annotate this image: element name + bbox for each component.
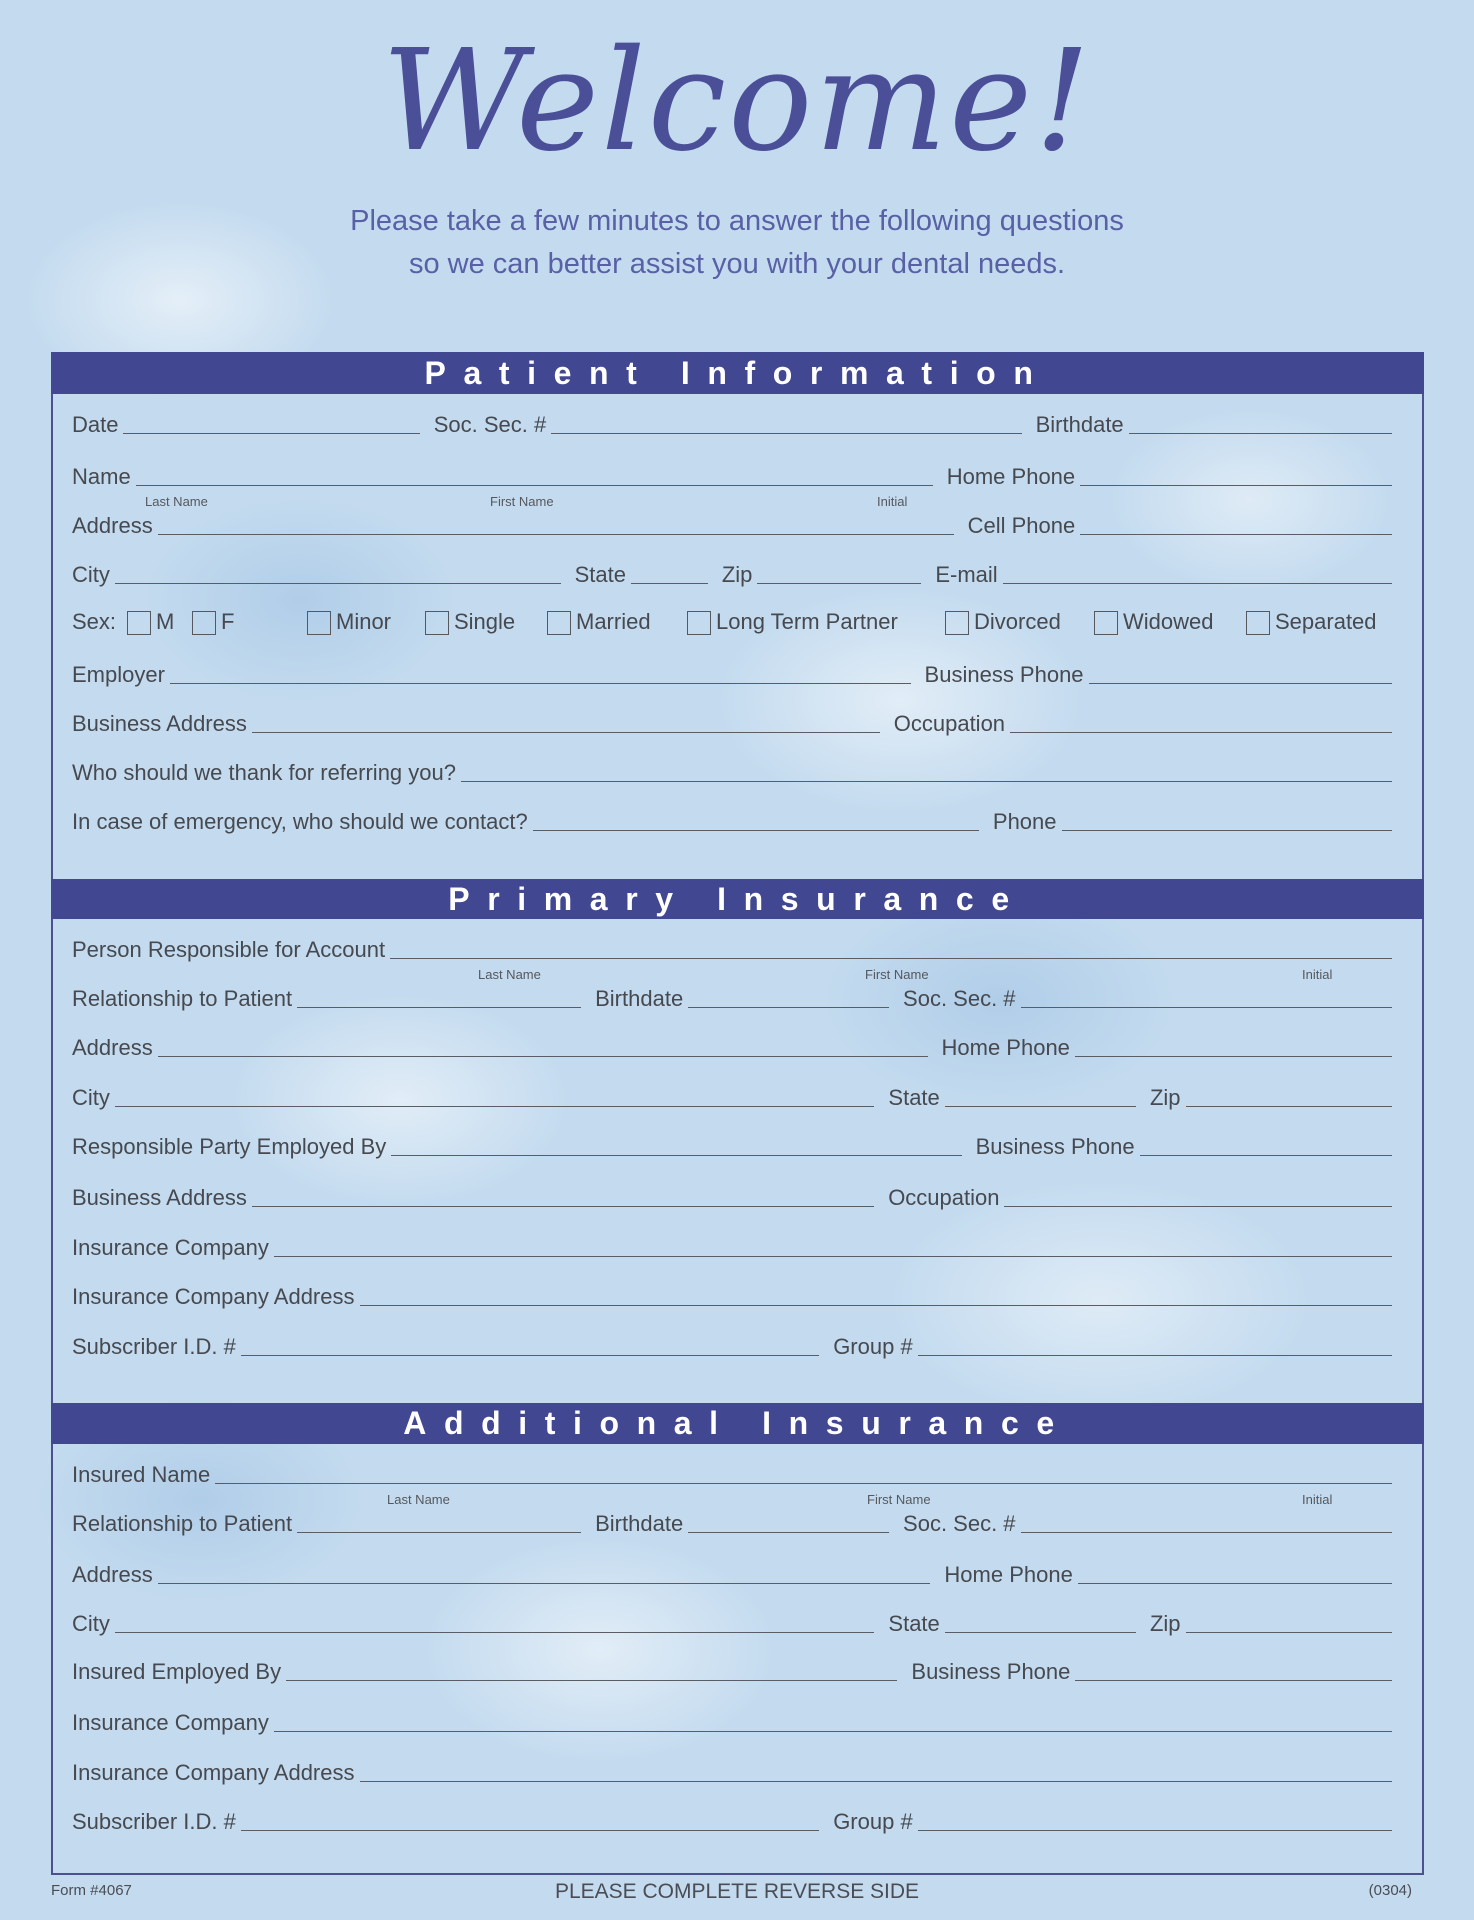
checkbox-label: Minor [336, 609, 392, 634]
field-input-state[interactable] [631, 582, 708, 584]
field-input-soc-sec[interactable] [551, 432, 1021, 434]
field-label-business-address: Business Address [72, 711, 247, 736]
form-row [72, 1605, 1392, 1639]
field-input-birthdate[interactable] [688, 1006, 889, 1008]
form-row [72, 458, 1392, 492]
form-row [72, 754, 1392, 788]
sublabel-first-name: First Name [867, 1492, 931, 1507]
field-label-city: City [72, 562, 110, 587]
checkbox[interactable] [425, 611, 449, 635]
field-input-responsible-party-employed-by[interactable] [391, 1154, 961, 1156]
field-input-business-phone[interactable] [1140, 1154, 1392, 1156]
field-label-business-phone: Business Phone [975, 1134, 1135, 1159]
form-row [72, 803, 1392, 837]
field-label-group: Group # [833, 1809, 913, 1834]
subtitle-line-2: so we can better assist you with your dental needs. [408, 248, 1066, 280]
checkbox-label: F [221, 609, 235, 634]
field-label-relationship-to-patient: Relationship to Patient [72, 986, 293, 1011]
checkbox-label: Separated [1275, 609, 1377, 634]
form-row [72, 507, 1392, 541]
field-label-group: Group # [833, 1334, 913, 1359]
field-label-person-responsible-for-account: Person Responsible for Account [72, 937, 386, 962]
field-input-insurance-company-address[interactable] [360, 1780, 1393, 1782]
field-label-insured-name: Insured Name [72, 1462, 211, 1487]
field-input-person-responsible-for-account[interactable] [390, 957, 1392, 959]
field-input-subscriber-i-d[interactable] [241, 1354, 819, 1356]
field-input-city[interactable] [115, 582, 561, 584]
field-input-business-address[interactable] [252, 731, 880, 733]
checkbox[interactable] [192, 611, 216, 635]
field-input-zip[interactable] [757, 582, 921, 584]
sublabel-last-name: Last Name [387, 1492, 450, 1507]
field-input-insurance-company-address[interactable] [360, 1304, 1393, 1306]
field-label-state: State [888, 1085, 940, 1110]
field-label-cell-phone: Cell Phone [967, 513, 1076, 538]
field-label-birthdate: Birthdate [595, 1511, 684, 1536]
field-label-who-should-we-thank-for-referring-you: Who should we thank for referring you? [72, 760, 456, 785]
sublabel-last-name: Last Name [478, 967, 541, 982]
field-label-state: State [574, 562, 626, 587]
checkbox-label: Divorced [974, 609, 1061, 634]
field-label-business-phone: Business Phone [911, 1659, 1071, 1684]
field-input-group[interactable] [918, 1354, 1392, 1356]
field-label-home-phone: Home Phone [946, 464, 1076, 489]
field-label-city: City [72, 1085, 110, 1110]
field-input-address[interactable] [158, 533, 954, 535]
field-input-birthdate[interactable] [688, 1531, 889, 1533]
checkbox-option-widowed[interactable] [1094, 609, 1213, 635]
field-input-relationship-to-patient[interactable] [297, 1531, 581, 1533]
field-label-soc-sec: Soc. Sec. # [433, 412, 547, 437]
form-row [72, 1653, 1392, 1687]
checkbox-option-divorced[interactable] [945, 609, 1061, 635]
field-label-insurance-company: Insurance Company [72, 1235, 269, 1260]
form-row [72, 1505, 1392, 1539]
field-input-insurance-company[interactable] [274, 1255, 1392, 1257]
checkbox[interactable] [1246, 611, 1270, 635]
field-input-relationship-to-patient[interactable] [297, 1006, 581, 1008]
field-input-group[interactable] [918, 1829, 1392, 1831]
form-row [72, 980, 1392, 1014]
field-input-zip[interactable] [1186, 1105, 1392, 1107]
form-row [72, 1704, 1392, 1738]
form-row [72, 1278, 1392, 1312]
field-label-birthdate: Birthdate [595, 986, 684, 1011]
field-label-e-mail: E-mail [935, 562, 998, 587]
field-input-insured-employed-by[interactable] [286, 1679, 897, 1681]
checkbox-label: M [156, 609, 175, 634]
field-label-business-phone: Business Phone [924, 662, 1084, 687]
field-input-address[interactable] [158, 1582, 931, 1584]
field-input-zip[interactable] [1186, 1631, 1392, 1633]
checkbox-option-minor[interactable] [307, 609, 391, 635]
field-label-in-case-of-emergency-who-should-we-contact: In case of emergency, who should we contact? [72, 809, 528, 834]
field-input-state[interactable] [945, 1105, 1136, 1107]
field-label-soc-sec: Soc. Sec. # [903, 1511, 1016, 1536]
field-input-insurance-company[interactable] [274, 1730, 1392, 1732]
field-label-home-phone: Home Phone [944, 1562, 1073, 1587]
field-input-employer[interactable] [170, 682, 911, 684]
field-input-phone[interactable] [1062, 829, 1392, 831]
field-input-occupation[interactable] [1010, 731, 1392, 733]
checkbox-option-separated[interactable] [1246, 609, 1377, 635]
field-label-address: Address [72, 513, 153, 538]
checkbox-label: Long Term Partner [716, 609, 898, 634]
form-code: (0304) [1368, 1882, 1412, 1899]
checkbox-label: Widowed [1123, 609, 1214, 634]
checkbox[interactable] [687, 611, 711, 635]
field-label-home-phone: Home Phone [941, 1035, 1070, 1060]
field-input-city[interactable] [115, 1631, 875, 1633]
sublabel-initial: Initial [1302, 1492, 1333, 1507]
field-input-home-phone[interactable] [1078, 1582, 1392, 1584]
section-header-primary-insurance: Primary Insurance [51, 879, 1424, 919]
field-label-zip: Zip [1149, 1611, 1181, 1636]
checkbox-option-f[interactable] [192, 609, 234, 635]
checkbox-option-single[interactable] [425, 609, 515, 635]
form-number: Form #4067 [51, 1882, 132, 1899]
field-input-soc-sec[interactable] [1021, 1531, 1392, 1533]
sex-label: Sex: [72, 609, 117, 634]
field-label-occupation: Occupation [888, 1185, 1000, 1210]
form-row [72, 656, 1392, 690]
subtitle-line-1: Please take a few minutes to answer the following questions [350, 205, 1124, 237]
field-label-name: Name [72, 464, 131, 489]
field-label-business-address: Business Address [72, 1185, 247, 1210]
field-input-birthdate[interactable] [1129, 432, 1392, 434]
field-label-zip: Zip [1149, 1085, 1181, 1110]
welcome-title: Welcome! [381, 20, 1093, 183]
form-row [72, 1556, 1392, 1590]
form-row [72, 1029, 1392, 1063]
field-label-city: City [72, 1611, 110, 1636]
field-label-phone: Phone [992, 809, 1057, 834]
field-label-zip: Zip [721, 562, 753, 587]
checkbox[interactable] [547, 611, 571, 635]
form-row [72, 1179, 1392, 1213]
section-header-patient-information: Patient Information [51, 352, 1424, 394]
sublabel-initial: Initial [877, 494, 908, 509]
field-input-e-mail[interactable] [1003, 582, 1392, 584]
form-row [72, 1754, 1392, 1788]
field-input-insured-name[interactable] [215, 1482, 1392, 1484]
reverse-side-note: PLEASE COMPLETE REVERSE SIDE [554, 1880, 920, 1903]
field-input-subscriber-i-d[interactable] [241, 1829, 819, 1831]
field-label-address: Address [72, 1035, 153, 1060]
form-row [72, 1229, 1392, 1263]
checkbox[interactable] [127, 611, 151, 635]
field-input-address[interactable] [158, 1055, 928, 1057]
form-row [72, 1328, 1392, 1362]
sublabel-first-name: First Name [865, 967, 929, 982]
checkbox-option-long-term-partner[interactable] [687, 609, 898, 635]
field-label-employer: Employer [72, 662, 165, 687]
field-label-occupation: Occupation [893, 711, 1006, 736]
field-label-insurance-company-address: Insurance Company Address [72, 1284, 355, 1309]
field-input-city[interactable] [115, 1105, 875, 1107]
field-input-cell-phone[interactable] [1080, 533, 1392, 535]
sublabel-initial: Initial [1302, 967, 1333, 982]
form-row [72, 556, 1392, 590]
checkbox[interactable] [307, 611, 331, 635]
form-row [72, 705, 1392, 739]
checkbox[interactable] [1094, 611, 1118, 635]
form-row [72, 1456, 1392, 1490]
field-label-responsible-party-employed-by: Responsible Party Employed By [72, 1134, 387, 1159]
field-label-birthdate: Birthdate [1035, 412, 1124, 437]
section-header-additional-insurance: Additional Insurance [51, 1403, 1424, 1444]
field-label-insured-employed-by: Insured Employed By [72, 1659, 282, 1684]
field-input-business-address[interactable] [252, 1205, 874, 1207]
field-input-state[interactable] [945, 1631, 1136, 1633]
sublabel-first-name: First Name [490, 494, 554, 509]
field-input-business-phone[interactable] [1075, 1679, 1392, 1681]
field-label-state: State [888, 1611, 940, 1636]
field-input-date[interactable] [123, 432, 419, 434]
field-label-date: Date [72, 412, 119, 437]
field-input-business-phone[interactable] [1089, 682, 1392, 684]
field-input-name[interactable] [136, 484, 933, 486]
form-row [72, 1079, 1392, 1113]
field-label-subscriber-i-d: Subscriber I.D. # [72, 1809, 236, 1834]
field-label-subscriber-i-d: Subscriber I.D. # [72, 1334, 236, 1359]
field-input-in-case-of-emergency-who-should-we-contact[interactable] [533, 829, 979, 831]
field-input-home-phone[interactable] [1080, 484, 1392, 486]
field-label-relationship-to-patient: Relationship to Patient [72, 1511, 293, 1536]
form-row [72, 406, 1392, 440]
checkbox-label: Single [454, 609, 516, 634]
form-row [72, 1128, 1392, 1162]
field-input-who-should-we-thank-for-referring-you[interactable] [461, 780, 1392, 782]
field-label-address: Address [72, 1562, 153, 1587]
field-label-insurance-company-address: Insurance Company Address [72, 1760, 355, 1785]
checkbox-option-married[interactable] [547, 609, 651, 635]
form-row [72, 931, 1392, 965]
checkbox-label: Married [576, 609, 651, 634]
sublabel-last-name: Last Name [145, 494, 208, 509]
field-input-soc-sec[interactable] [1021, 1006, 1392, 1008]
field-label-soc-sec: Soc. Sec. # [903, 986, 1016, 1011]
field-input-occupation[interactable] [1004, 1205, 1392, 1207]
form-row [72, 1803, 1392, 1837]
checkbox[interactable] [945, 611, 969, 635]
field-label-insurance-company: Insurance Company [72, 1710, 269, 1735]
field-input-home-phone[interactable] [1075, 1055, 1392, 1057]
checkbox-option-m[interactable] [127, 609, 174, 635]
